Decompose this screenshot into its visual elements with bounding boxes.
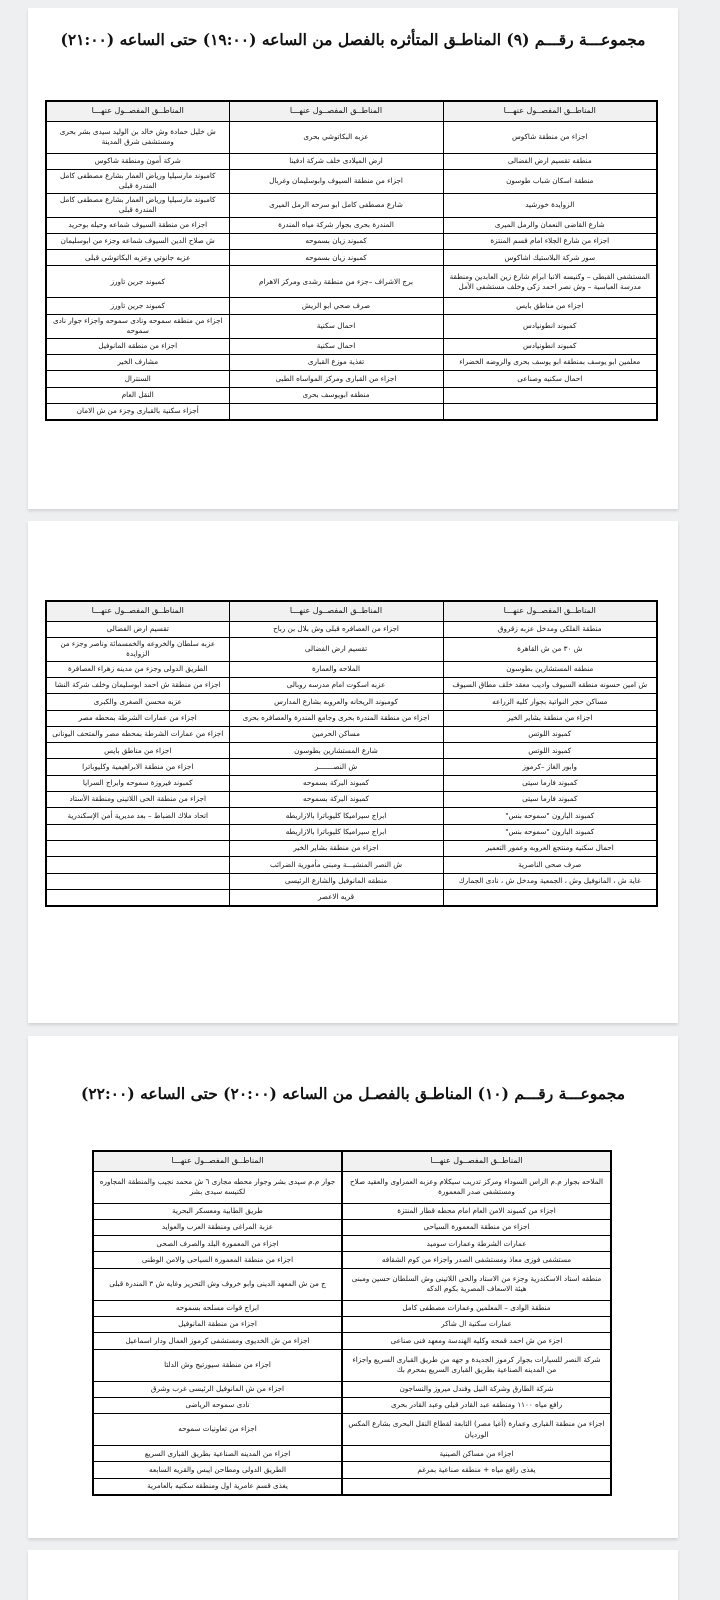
area-cell: اجزاء من منطقة المعمورة السياحى [342, 1219, 611, 1235]
area-cell: النقل العام [46, 387, 229, 403]
column-header: المناطــق المفصــول عنهـــا [443, 601, 657, 621]
table-row [46, 726, 657, 742]
area-cell [443, 403, 657, 419]
column-header: المناطــق المفصــول عنهـــا [46, 601, 229, 621]
area-cell: مساكن حجر النواتية بجوار كليه الزراعه [443, 694, 657, 710]
area-cell: اجزاء من منطقه سموحه ونادى سموحه واجزاء جوار نادى سموحه [46, 314, 229, 338]
table-row [93, 1478, 611, 1494]
area-cell: اجزاء من منطقة بشاير الخير [229, 840, 443, 856]
area-cell: معلمين ابو يوسف بمنطقه ابو يوسف بحرى والروضه الخضراء [443, 354, 657, 370]
table-row [46, 233, 657, 249]
table-row [46, 743, 657, 759]
area-cell: عزبه محسن الصغرى والكبرى [46, 694, 229, 710]
area-cell: الملاحه بجوار م.م الراس السوداء ومركز تدريب سيكلام وعزبه العمراوى والعقيد صلاح ومستشفى صدر المعمورة [342, 1171, 611, 1203]
table-header-row [93, 1151, 611, 1171]
area-cell: منطقة الوادى – المعلمين وعمارات مصطفى كامل [342, 1300, 611, 1316]
document-page-4 [28, 1550, 678, 1600]
group-9-table [45, 100, 658, 421]
column-header: المناطــق المفصــول عنهـــا [342, 1151, 611, 1171]
group-10-table [92, 1150, 612, 1496]
area-cell: منطقه استاد الاسكندرية وجزء من الاستاد والحى اللاتينى وش السلطان حسين ومبنى هيئة الاسعاف المصرية بكوم الدكه [342, 1268, 611, 1300]
table-row [46, 694, 657, 710]
area-cell: ابراج قوات مسلحه بسموحه [93, 1300, 342, 1316]
area-cell [342, 1478, 611, 1494]
area-cell: المستشفى القبطى – وكنيسه الانبا ابرام شارع زين العابدين ومنطقة مدرسة العباسية – وش نصر احمد زكى وخلف مستشفى الأمل [443, 266, 657, 298]
area-cell: قريه الاعصر [229, 889, 443, 905]
table-row [46, 371, 657, 387]
area-cell: ش ٣٠ من ش القاهرة [443, 637, 657, 661]
group-9-table-continued [45, 600, 658, 907]
area-cell: تقسيم ارض الفضالى [46, 621, 229, 637]
area-cell: ابراج سيراميكا كليوباترا بالازاريطه [229, 824, 443, 840]
area-cell: صرف صحي ابو الريش [229, 298, 443, 314]
area-cell: كمبوند البركة بسموحه [229, 792, 443, 808]
table-row [46, 637, 657, 661]
table-row [93, 1236, 611, 1252]
column-header: المناطــق المفصــول عنهـــا [443, 101, 657, 121]
column-header: المناطــق المفصــول عنهـــا [229, 601, 443, 621]
table-row [93, 1300, 611, 1316]
table-row [93, 1414, 611, 1446]
area-cell: اجزاء من منطقة ش احمد ابوسليمان وخلف شركة النشا [46, 677, 229, 693]
area-cell: كمبوند انطونيادس [443, 314, 657, 338]
area-cell: جوار م.م سيدى بشر وجوار محطه مجارى ٦ ش محمد نجيب والمنطقة المجاوره لكنيسه سيدى بشر [93, 1171, 342, 1203]
area-cell: كمبوند زيان بسموحه [229, 233, 443, 249]
document-page-1 [28, 8, 678, 509]
column-header: المناطــق المفصــول عنهـــا [93, 1151, 342, 1171]
table-row [46, 250, 657, 266]
area-cell: كمبوند زيان بسموحه [229, 250, 443, 266]
area-cell: اجزاء من شارع الجلاء امام قسم المنتزة [443, 233, 657, 249]
area-cell: تغذية موزع القبارى [229, 354, 443, 370]
area-cell: نادى سموحه الرياضى [93, 1397, 342, 1413]
area-cell: اجزاء من ش الخديوى ومستشفى كرموز العمال ودار اسماعيل [93, 1333, 342, 1349]
area-cell: أجزاء سكنية بالقبارى وجزء من ش الامان [46, 403, 229, 419]
area-cell: اجزاء من منطقة السيوف وابوسليمان وغربال [229, 169, 443, 193]
table-row [93, 1219, 611, 1235]
area-cell: كومبوند الريحانه والعروبه بشارع المدارس [229, 694, 443, 710]
area-cell: اجزاء من مساكن الصينية [342, 1446, 611, 1462]
table-header-row [46, 601, 657, 621]
area-cell: اجزاء من المدينه الصناعية بطريق القبارى السريع [93, 1446, 342, 1462]
area-cell: اجزاء من كمبوند الامن العام امام محطه قطار المنتزة [342, 1203, 611, 1219]
area-cell: اجزاء من مناطق بايس [46, 743, 229, 759]
table-row [46, 677, 657, 693]
document-page-2 [28, 521, 678, 1023]
area-cell: كمبوند جرين تاورز [46, 298, 229, 314]
area-cell: مستشفى فوزى معاذ ومستشفى الصدر واجزاء من كوم الشقافه [342, 1252, 611, 1268]
area-cell: السنترال [46, 371, 229, 387]
area-cell: اتحاد ملاك الضباط – بعد مديرية أمن الإسكندرية [46, 808, 229, 824]
table-row [46, 857, 657, 873]
table-row [93, 1381, 611, 1397]
area-cell: اجزاء من منطقة السيوف شماعه وحيله بوحريد [46, 217, 229, 233]
area-cell: احمال سكنية [229, 338, 443, 354]
area-cell: عزبه جانوتي وعزبه البكاتوشي قبلى [46, 250, 229, 266]
area-cell: اجزاء من ش المانوفيل الرئيسى غرب وشرق [93, 1381, 342, 1397]
area-cell: منطقه تقسيم ارض الفضالى [443, 153, 657, 169]
area-cell: ش امين حسونه منطقه السيوف واديب معقد خلف مطاق السيوف [443, 677, 657, 693]
area-cell: منطقه ابويوسف بحرى [229, 387, 443, 403]
area-cell [46, 824, 229, 840]
area-cell: احمال سكنيه وصناعى [443, 371, 657, 387]
area-cell: كمبوند البركة بسموحه [229, 775, 443, 791]
table-row [93, 1316, 611, 1332]
area-cell [46, 857, 229, 873]
table-row [46, 775, 657, 791]
table-row [46, 710, 657, 726]
area-cell: كمبوند اللوتس [443, 726, 657, 742]
area-cell: اجزاء من منطقة القبارى وعمارة (أغيا مصر) التابعة لقطاع النقل البحرى بشارع المكس الورديان [342, 1414, 611, 1446]
area-cell [229, 403, 443, 419]
table-row [46, 169, 657, 193]
area-cell: كمبوند انطونيادس [443, 338, 657, 354]
area-cell: عمارات الشرطة وعمارات سوميد [342, 1236, 611, 1252]
area-cell: الملاحه والعمارة [229, 661, 443, 677]
area-cell: اجزاء من المعمورة البلد والصرف الصحى [93, 1236, 342, 1252]
area-cell: ش صلاح الدين السيوف شماعه وجزء من ابوسليمان [46, 233, 229, 249]
area-cell: اجزاء من مناطق بايس [443, 298, 657, 314]
area-cell: تقسيم ارض الفضالى [229, 637, 443, 661]
table-row [93, 1268, 611, 1300]
area-cell: يغذى رافع مياه + منطقه صناعية بمرغم [342, 1462, 611, 1478]
area-cell [46, 840, 229, 856]
area-cell: مساكن الحرمين [229, 726, 443, 742]
column-header: المناطــق المفصــول عنهـــا [46, 101, 229, 121]
area-cell: كمبوند جرين تاورز [46, 266, 229, 298]
area-cell: كامبوند مارسيليا ورياض العمار بشارع مصطفى كامل المندرة قبلى [46, 169, 229, 193]
table-row [46, 759, 657, 775]
area-cell: عزبة المراغى ومنطقة العرب والعوايد [93, 1219, 342, 1235]
area-cell: منطقه المانوفيل والشارع الرئيسى [229, 873, 443, 889]
table-row [93, 1203, 611, 1219]
document-page-3 [28, 1036, 678, 1538]
area-cell: اجزاء من العصافره قبلى وش بلال بن رباح [229, 621, 443, 637]
table-row [46, 824, 657, 840]
area-cell: اجزاء من منطقة المانوفيل [93, 1316, 342, 1332]
area-cell: غاية ش ، المانوفيل وش ، الجمعية ومدخل ش ، نادى الجمارك [443, 873, 657, 889]
area-cell [46, 889, 229, 905]
area-cell: شارع القاضى النعمان والرمل الميرى [443, 217, 657, 233]
area-cell: المندرة بحرى بجوار شركة مياه المندرة [229, 217, 443, 233]
table-row [93, 1397, 611, 1413]
area-cell: صرف صحى الناصرية [443, 857, 657, 873]
area-cell: اجزء من ش احمد قمحه وكليه الهندسة ومعهد فنى صناعى [342, 1333, 611, 1349]
area-cell: الزوايدة خورشيد [443, 193, 657, 217]
area-cell: شركة أمون ومنطقة شاكوس [46, 153, 229, 169]
table-row [93, 1349, 611, 1381]
area-cell: الطريق الدولى وجزء من مدينه زهراء العصافرة [46, 661, 229, 677]
area-cell: الطريق الدولى ومطاحن ايبس والقريه السابعه [93, 1462, 342, 1478]
area-cell: اجزاء من منطقة بشاير الخير [443, 710, 657, 726]
area-cell: رافع مياه ١١٠٠ ومنطقه عبد القادر قبلى وعبد القادر بحرى [342, 1397, 611, 1413]
area-cell: شركة النصر للسيارات بجوار كرموز الجديدة و جهه من طريق القبارى السريع واجزاء من المدينه الصناعية بطريق القبارى السريع بمحرم بك [342, 1349, 611, 1381]
area-cell: احمال سكنية [229, 314, 443, 338]
table-row [46, 153, 657, 169]
area-cell: ش النصر المنشيـــة ومبنى مأمورية الضرائب [229, 857, 443, 873]
area-cell: شارع مصطفى كامل ابو سرحه الرمل الميرى [229, 193, 443, 217]
table-row [46, 889, 657, 905]
area-cell: اجزاء من منطقة المعمورة السياحى والامن الوطنى [93, 1252, 342, 1268]
table-row [93, 1333, 611, 1349]
area-cell: اجزاء من منطقة المندرة بحرى وجامع المندرة والعصافره بحرى [229, 710, 443, 726]
area-cell: عزبه البكاتوشي بحرى [229, 121, 443, 153]
area-cell: اجزاء من منطقة سيورتيج وش الدلتا [93, 1349, 342, 1381]
table-row [46, 314, 657, 338]
area-cell: عمارات سكنية ال شاكر [342, 1316, 611, 1332]
area-cell: طريق الطابية ومعسكر البحرية [93, 1203, 342, 1219]
area-cell: كمبوند فيروزة سموحه وابراج السرايا [46, 775, 229, 791]
group-9-title: مجموعـــة رقـــم (٩) المناطـق المتأثره بالفصل من الساعه (١٩:٠٠) حتى الساعه (٢١:٠٠) [60, 30, 646, 49]
area-cell: شارع المستشارين بطوسون [229, 743, 443, 759]
area-cell [443, 889, 657, 905]
table-row [46, 661, 657, 677]
table-row [46, 354, 657, 370]
area-cell: كامبوند مارسيليا ورياض العمار بشارع مصطفى كامل المندرة قبلى [46, 193, 229, 217]
area-cell: كمبوند اللوتس [443, 743, 657, 759]
area-cell: احمال سكنيه ومنتجع العروبه وعمور التعمير [443, 840, 657, 856]
table-row [46, 873, 657, 889]
area-cell: مشارف الخير [46, 354, 229, 370]
area-cell: منطقه المستشارين بطوسون [443, 661, 657, 677]
table-row [46, 298, 657, 314]
area-cell: وابور الغاز –كرموز [443, 759, 657, 775]
column-header: المناطــق المفصــول عنهـــا [229, 101, 443, 121]
table-row [46, 840, 657, 856]
table-row [46, 792, 657, 808]
table-row [93, 1462, 611, 1478]
area-cell: عزبه اسكوت امام مدرسه روبالى [229, 677, 443, 693]
area-cell: يغذى قسم عامرية اول ومنطقه سكنيه بالعامرية [93, 1478, 342, 1494]
area-cell: كمبوند البارون "سموحه بنس" [443, 808, 657, 824]
table-row [46, 338, 657, 354]
area-cell: شركة الطارق وشركة النيل وفندل ميروز والنساجون [342, 1381, 611, 1397]
table-row [93, 1252, 611, 1268]
table-row [46, 121, 657, 153]
area-cell [443, 387, 657, 403]
group-10-title: مجموعـــة رقـــم (١٠) المناطـق بالفصـل من الساعه (٢٠:٠٠) حتى الساعه (٢٢:٠٠) [80, 1084, 626, 1103]
area-cell: اجزاء من القبارى ومركز المواساه الطبى [229, 371, 443, 387]
table-row [46, 808, 657, 824]
table-row [46, 266, 657, 298]
area-cell: كمبوند فارما سيتى [443, 792, 657, 808]
area-cell: اجزاء من تعاونيات سموحه [93, 1414, 342, 1446]
area-cell: كمبوند البارون "سموحه بنس" [443, 824, 657, 840]
table-row [46, 387, 657, 403]
area-cell: ج من ش المعهد الدينى وابو خروف وش التحرير وغايه ش ٣ المندرة قبلى [93, 1268, 342, 1300]
area-cell [46, 873, 229, 889]
table-header-row [46, 101, 657, 121]
table-row [46, 193, 657, 217]
area-cell: اجزاء من منطقة الحى اللاتينى ومنطقة الأستاد [46, 792, 229, 808]
area-cell: اجزاء من منطقة شاكوس [443, 121, 657, 153]
table-row [46, 403, 657, 419]
area-cell: منطقة الفلكى ومدخل عزبه زقروق [443, 621, 657, 637]
table-row [93, 1171, 611, 1203]
area-cell: عزبه سلطان والخروعه والخمسمائة وناصر وجزء من الزوايدة [46, 637, 229, 661]
area-cell: اجزاء من عمارات الشرطة بمحطه مصر والمتحف اليونانى [46, 726, 229, 742]
area-cell: اجزاء من منطقة الابراهيمية وكليوباترا [46, 759, 229, 775]
area-cell: سور شركة البلاستيك اشاكوس [443, 250, 657, 266]
area-cell: ش خليل حمادة وش خالد بن الوليد سيدى بشر بحرى ومستشفى شرق المدينة [46, 121, 229, 153]
area-cell: اجزاء من عمارات الشرطة بمحطه مصر [46, 710, 229, 726]
area-cell: منطقة اسكان شباب طوسون [443, 169, 657, 193]
area-cell: برج الاشراف –جزء من منطقة رشدى ومركز الاهرام [229, 266, 443, 298]
table-row [93, 1446, 611, 1462]
table-row [46, 621, 657, 637]
area-cell: ش النصـــــــر [229, 759, 443, 775]
area-cell: اجزاء من منطقه المانوفيل [46, 338, 229, 354]
area-cell: كمبوند فارما سيتى [443, 775, 657, 791]
area-cell: ارض الميلادى خلف شركة ادفينا [229, 153, 443, 169]
table-row [46, 217, 657, 233]
area-cell: ابراج سيراميكا كليوباترا بالازاريطه [229, 808, 443, 824]
